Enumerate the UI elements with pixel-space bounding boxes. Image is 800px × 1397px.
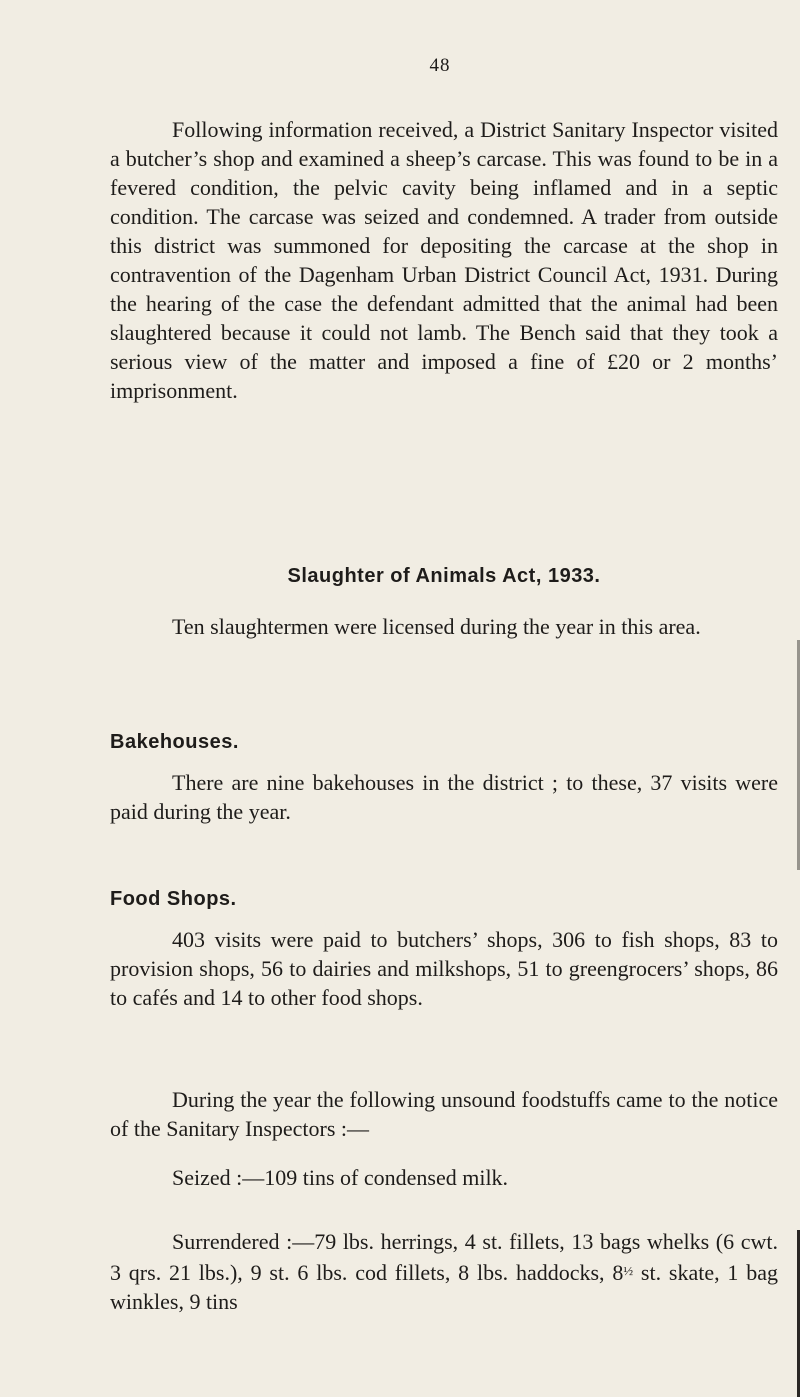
paragraph-food-shop-visits: 403 visits were paid to butchers’ shops, 306 to fish shops, 83 to provision shops, 56 to dairies and milkshops, 51 to greengrocers’ shops, 86 to cafés and 14 to other food shops. [110, 927, 778, 1010]
page-number: 48 [429, 55, 451, 76]
paragraph-bakehouses: There are nine bakehouses in the district ; to these, 37 visits were paid during the year. [110, 770, 778, 824]
heading-bakehouses: Bakehouses. [110, 731, 239, 753]
fraction-half: ½ [623, 1263, 634, 1278]
heading-slaughter-of-animals-act: Slaughter of Animals Act, 1933. [287, 565, 601, 587]
surrendered-text-end: st. skate, 1 bag winkles, 9 tins [110, 1260, 778, 1314]
paragraph-unsound-foodstuffs: During the year the following unsound foodstuffs came to the notice of the Sanitary Inspectors :— [110, 1087, 778, 1141]
paragraph-seized: Seized :—109 tins of condensed milk. [172, 1165, 509, 1190]
paragraph-sheep-carcase: Following information received, a District Sanitary Inspector visited a butcher’s shop and examined a sheep’s carcase. This was found to be in a fevered condition, the pelvic cavity being inflamed and in a septic condition. The carcase was seized and condemned. A trader from outside this district was summoned for depositing the carcase at the shop in contravention of the Dagenham Urban District Council Act, 1931. During the hearing of the case the defendant admitted that the animal had been slaughtered because it could not lamb. The Bench said that they took a serious view of the matter and imposed a fine of £20 or 2 months’ imprisonment. [110, 117, 778, 403]
paragraph-surrendered [110, 1227, 778, 1316]
heading-food-shops: Food Shops. [110, 888, 237, 910]
paragraph-slaughtermen: Ten slaughtermen were licensed during the year in this area. [172, 614, 701, 639]
surrendered-text: Surrendered :—79 lbs. herrings, 4 st. fillets, 13 bags whelks (6 cwt. 3 qrs. 21 lbs.), 9 st. 6 lbs. cod fillets, 8 lbs. haddocks, 8 [110, 1229, 778, 1285]
